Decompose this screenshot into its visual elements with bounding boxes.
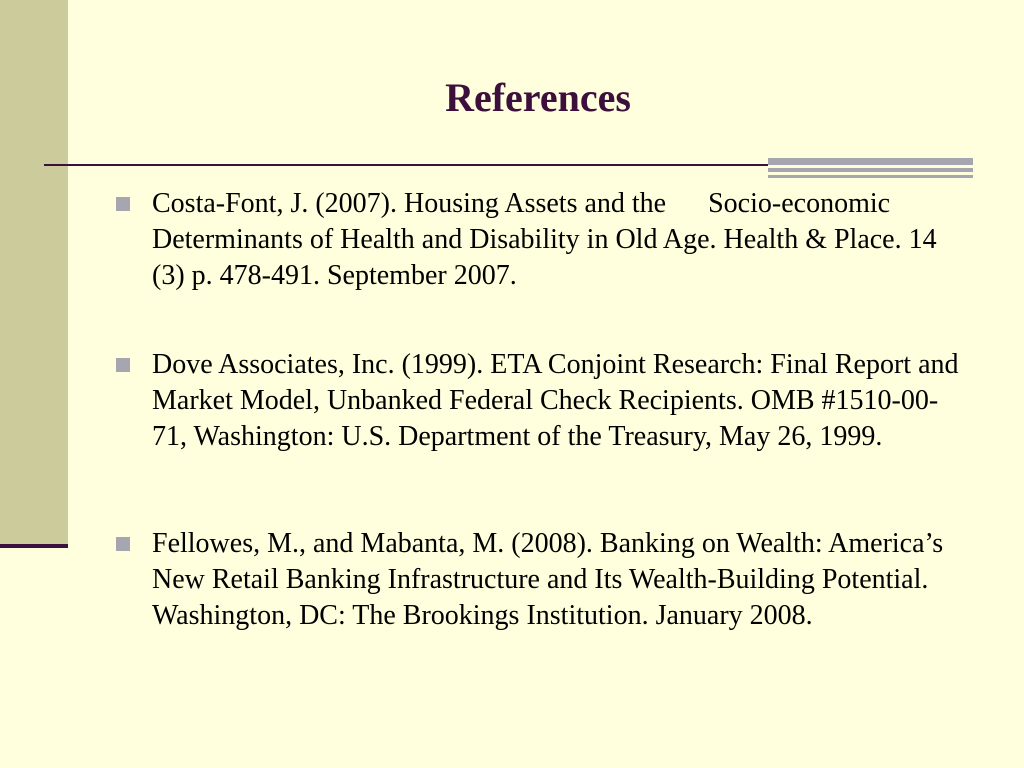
title-divider (44, 164, 768, 166)
accent-stripe (768, 168, 973, 172)
reference-item (112, 347, 966, 455)
square-bullet-icon (116, 197, 130, 211)
accent-stripe (768, 175, 973, 178)
accent-stripes (768, 158, 973, 178)
reference-item (112, 526, 962, 634)
reference-text: Costa-Font, J. (2007). Housing Assets and the Socio-economic Determinants of Health and Disability in Old Age. Health & Place. 14 (3) p. 478-491. September 2007. (152, 188, 944, 291)
square-bullet-icon (116, 537, 130, 551)
reference-text: Dove Associates, Inc. (1999). ETA Conjoint Research: Final Report and Market Model, Unbanked Federal Check Recipients. OMB #1510-00-71, Washington: U.S. Department of the Treasury, May 26, 1999. (152, 349, 966, 452)
left-accent-bar (0, 544, 68, 548)
slide-title: References (445, 75, 631, 120)
square-bullet-icon (116, 358, 130, 372)
left-decorative-band (0, 0, 68, 545)
reference-text: Fellowes, M., and Mabanta, M. (2008). Banking on Wealth: America’s New Retail Banking Infrastructure and Its Wealth-Building Potential. Washington, DC: The Brookings Institution. January 2008. (152, 528, 951, 631)
references-list (112, 186, 966, 634)
accent-stripe (768, 158, 973, 165)
reference-item (112, 186, 962, 294)
